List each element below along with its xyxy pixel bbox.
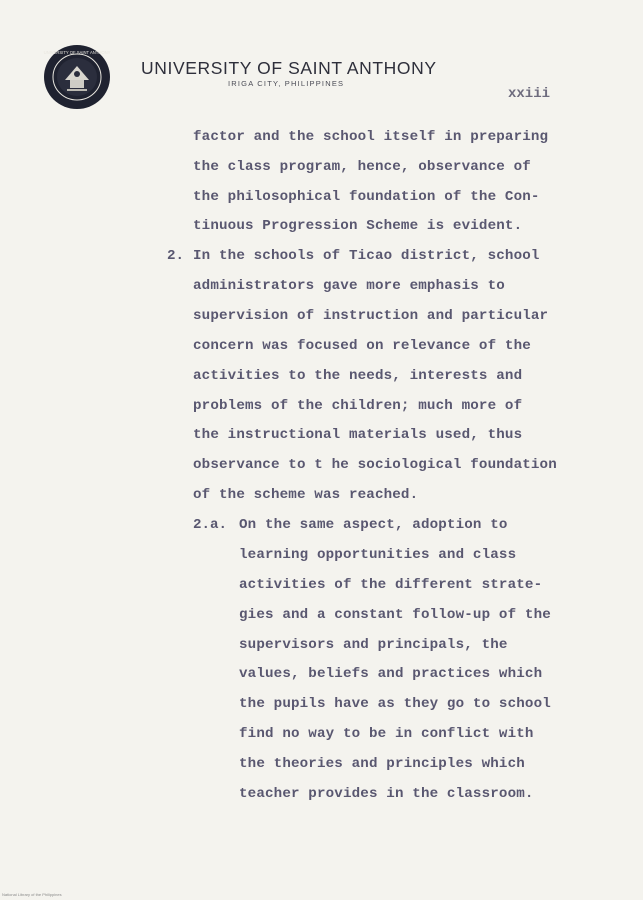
body-line: gies and a constant follow-up of the [239, 607, 551, 623]
institution-location: IRIGA CITY, PHILIPPINES [228, 79, 345, 88]
body-line: In the schools of Ticao district, school [193, 248, 540, 264]
body-line: administrators gave more emphasis to [193, 278, 505, 294]
body-line: find no way to be in conflict with [239, 726, 534, 742]
institution-name: UNIVERSITY OF SAINT ANTHONY [141, 58, 437, 78]
list-number: 2. [167, 248, 185, 264]
body-line: concern was focused on relevance of the [193, 338, 531, 354]
body-line: the instructional materials used, thus [193, 427, 523, 443]
body-line: learning opportunities and class [239, 547, 517, 563]
body-line: On the same aspect, adoption to [239, 517, 508, 533]
body-line: activities of the different strate- [239, 577, 543, 593]
body-line: supervisors and principals, the [239, 637, 508, 653]
body-line: observance to t he sociological foundation [193, 457, 557, 473]
svg-text:UNIVERSITY OF SAINT ANTHONY: UNIVERSITY OF SAINT ANTHONY [43, 50, 111, 55]
page-number: xxiii [508, 86, 551, 102]
body-line: problems of the children; much more of [193, 398, 523, 414]
list-number: 2.a. [193, 517, 228, 533]
body-line: the philosophical foundation of the Con- [193, 189, 540, 205]
footer-caption: National Library of the Philippines [2, 892, 62, 897]
body-line: values, beliefs and practices which [239, 666, 543, 682]
university-seal-logo [43, 44, 111, 110]
body-line: tinuous Progression Scheme is evident. [193, 218, 523, 234]
body-line: activities to the needs, interests and [193, 368, 523, 384]
body-line: teacher provides in the classroom. [239, 786, 534, 802]
body-line: the class program, hence, observance of [193, 159, 531, 175]
body-line: the theories and principles which [239, 756, 525, 772]
body-line: the pupils have as they go to school [239, 696, 551, 712]
body-line: factor and the school itself in preparing [193, 129, 549, 145]
body-line: of the scheme was reached. [193, 487, 419, 503]
body-line: supervision of instruction and particular [193, 308, 549, 324]
